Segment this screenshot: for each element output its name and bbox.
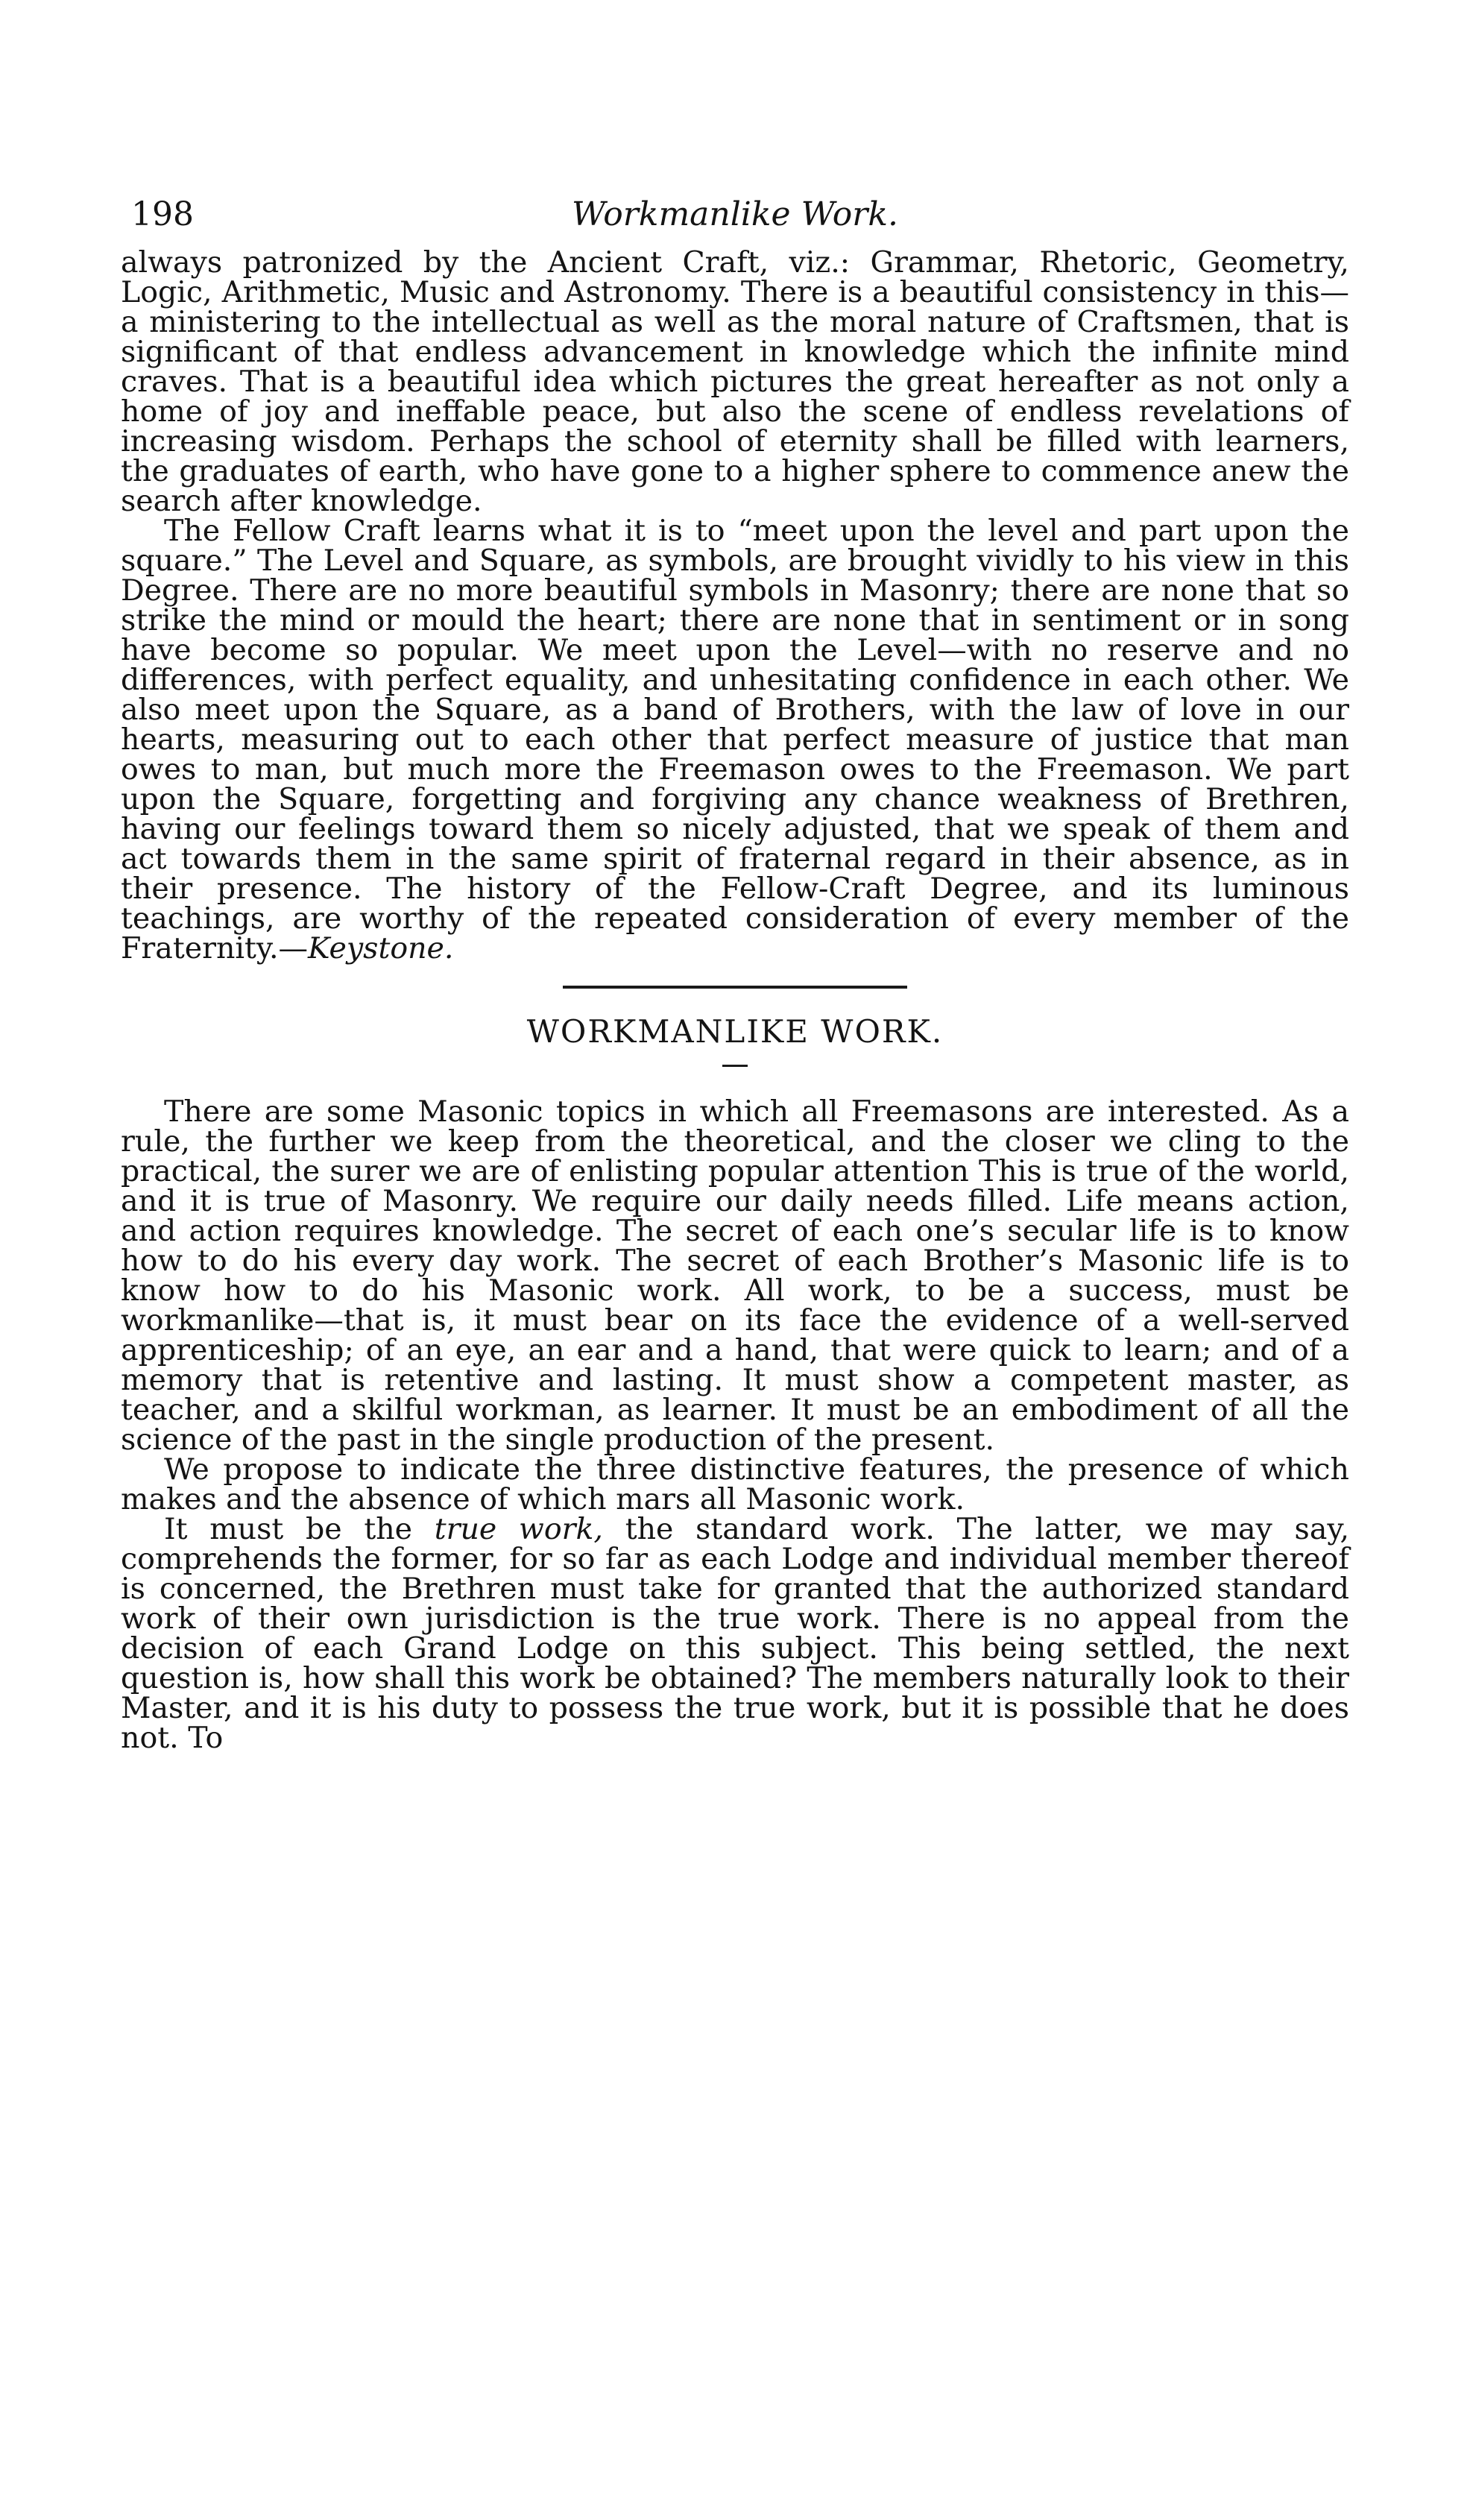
paragraph: We propose to indicate the three distinctive features, the presence of which makes and the absence of which mars all Masonic work. <box>121 1452 1349 1516</box>
emphasis-text: true work, <box>434 1512 603 1546</box>
article-body <box>121 245 1349 1755</box>
heading-dash <box>722 1065 748 1067</box>
paragraph-text: It must be the <box>164 1512 435 1546</box>
paragraph-text: the standard work. The latter, we may say, comprehends the former, for so far as each Lodge and individual member thereof is concerned, the Brethren must take for granted that the authorized standard work of their own jurisdiction is the true work. There is no appeal from the decision of each Grand Lodge on this subject. This being settled, the next question is, how shall this work be obtained? The members naturally look to their Master, and it is his duty to possess the true work, but it is possible that he does not. To <box>121 1512 1349 1755</box>
paragraph-text: The Fellow Craft learns what it is to “meet upon the level and part upon the square.” The Level and Square, as symbols, are brought vividly to his view in this Degree. There are no more beautiful symbols in Masonry; there are none that so strike the mind or mould the heart; there are none that in sentiment or in song have become so popular. We meet upon the Level—with no reserve and no differences, with perfect equality, and unhesitating confidence in each other. We also meet upon the Square, as a band of Brothers, with the law of love in our hearts, measuring out to each other that perfect measure of justice that man owes to man, but much more the Freemason owes to the Freemason. We part upon the Square, forgetting and forgiving any chance weakness of Brethren, having our feelings toward them so nicely adjusted, that we speak of them and act towards them in the same spirit of fraternal regard in their absence, as in their presence. The history of the Fellow-Craft Degree, and its luminous teachings, are worthy of the repeated consideration of every member of the Fraternity.— <box>121 514 1349 966</box>
article-heading: WORKMANLIKE WORK. <box>526 1013 944 1050</box>
section-divider <box>563 986 907 989</box>
paragraph <box>121 1514 1349 1753</box>
source-citation: Keystone. <box>308 931 454 966</box>
running-title: Workmanlike Work. <box>572 195 898 233</box>
running-head <box>121 195 1349 248</box>
paragraph: There are some Masonic topics in which all Freemasons are interested. As a rule, the further we keep from the theoretical, and the closer we cling to the practical, the surer we are of enlisting popular attention This is true of the world, and it is true of Masonry. We require our daily needs filled. Life means action, and action requires knowledge. The secret of each one’s secular life is to know how to do his every day work. The secret of each Brother’s Masonic life is to know how to do his Masonic work. All work, to be a success, must be workmanlike—that is, it must bear on its face the evidence of a well-served apprenticeship; of an eye, an ear and a hand, that were quick to learn; and of a memory that is retentive and lasting. It must show a competent master, as teacher, and a skilful workman, as learner. It must be an embodiment of all the science of the past in the single production of the present. <box>121 1094 1349 1457</box>
page-number: 198 <box>131 195 194 233</box>
paragraph <box>121 514 1349 966</box>
book-page <box>121 195 1349 1753</box>
paragraph: always patronized by the Ancient Craft, viz.: Grammar, Rhetoric, Geometry, Logic, Arithmetic, Music and Astronomy. There is a beautiful consistency in this—a ministering to the intellectual as well as the moral nature of Craftsmen, that is significant of that endless advancement in knowledge which the infinite mind craves. That is a beautiful idea which pictures the great hereafter as not only a home of joy and ineffable peace, but also the scene of endless revelations of increasing wisdom. Perhaps the school of eternity shall be filled with learners, the graduates of earth, who have gone to a higher sphere to commence anew the search after knowledge. <box>121 245 1349 518</box>
